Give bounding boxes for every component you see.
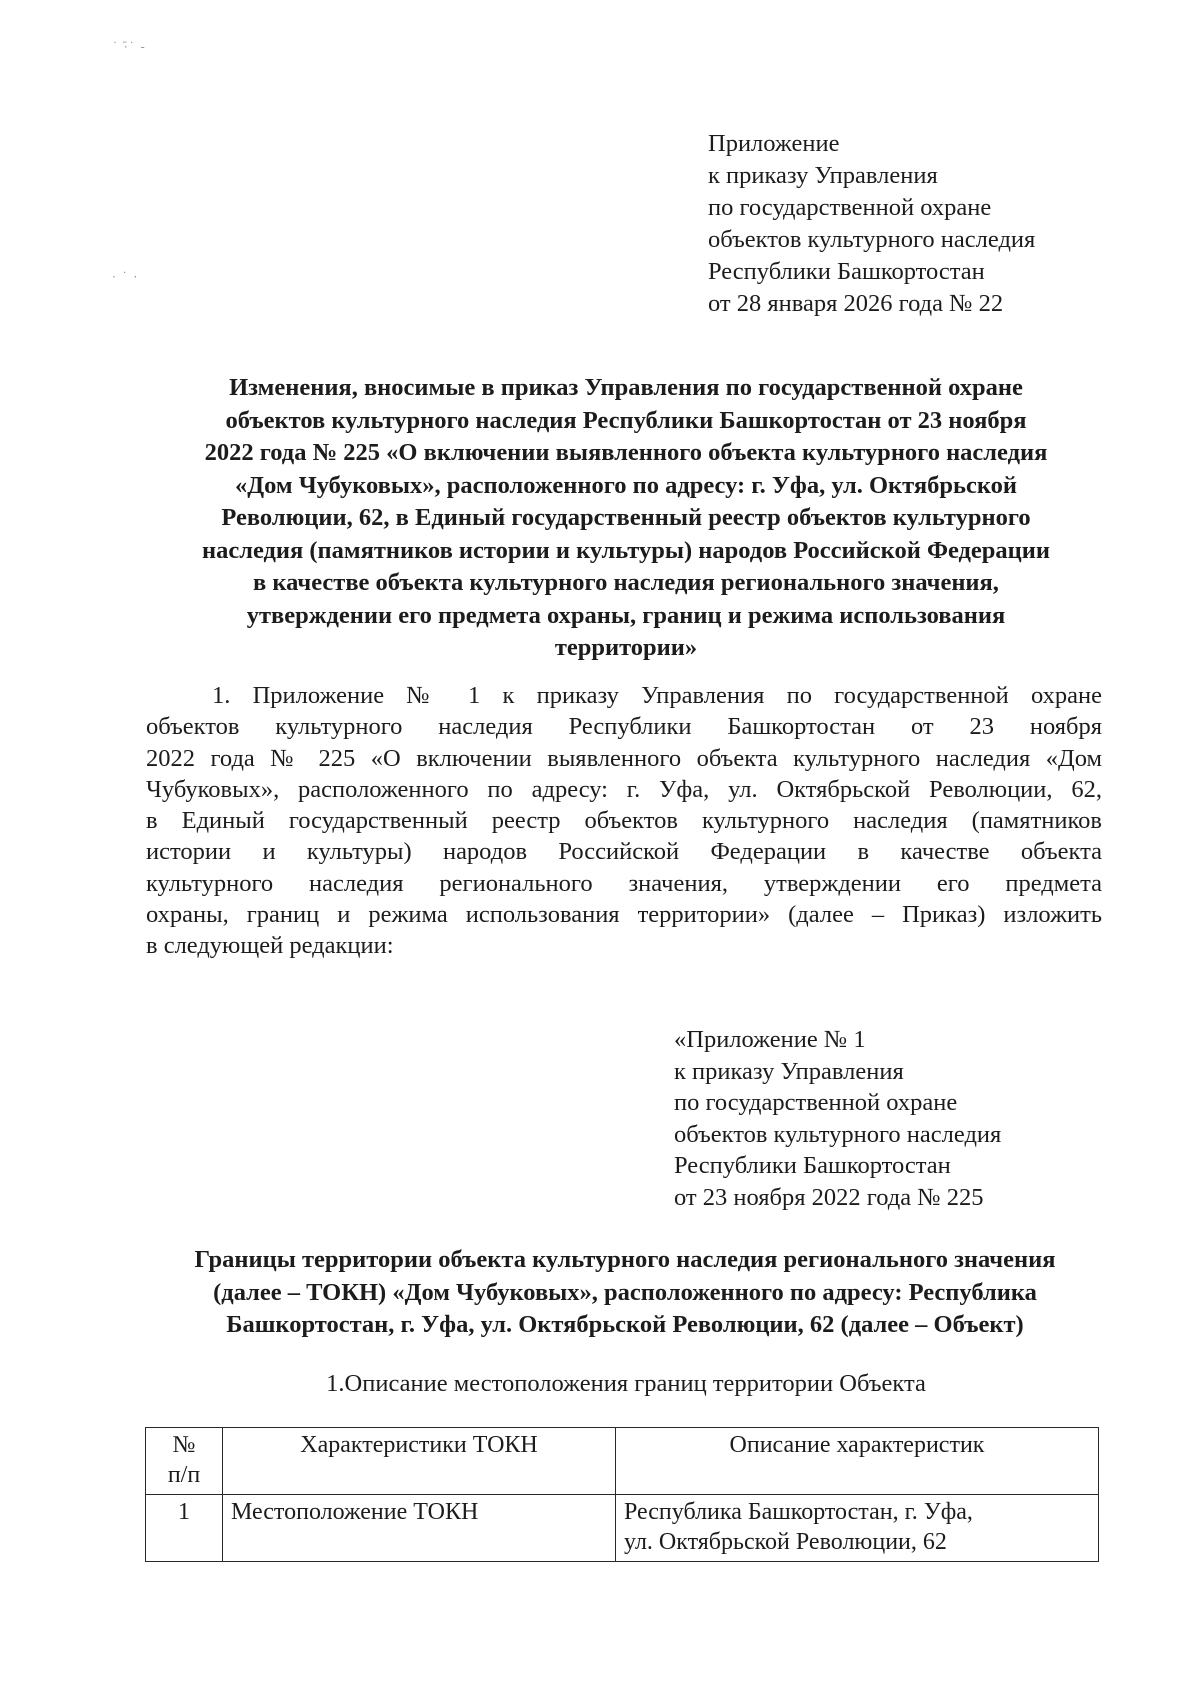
row-characteristic: Местоположение ТОКН bbox=[223, 1495, 616, 1562]
scan-artifact: · ˙ · bbox=[112, 270, 139, 284]
boundaries-title-line: Границы территории объекта культурного наследия регионального значения bbox=[194, 1246, 1056, 1273]
title-line: в качестве объекта культурного наследия регионального значения, bbox=[253, 569, 999, 596]
paragraph-line: 1. Приложение № 1 к приказу Управления по государственной охране bbox=[212, 682, 1102, 709]
section-heading: 1.Описание местоположения границ территории Объекта bbox=[326, 1370, 926, 1397]
paragraph-line: культурного наследия регионального значения, утверждении его предмета bbox=[146, 869, 1102, 897]
header-num-line: № bbox=[172, 1432, 196, 1458]
title-line: «Дом Чубуковых», расположенного по адресу: г. Уфа, ул. Октябрьской bbox=[235, 471, 1017, 499]
inner-annex-line: по государственной охране bbox=[674, 1089, 958, 1116]
inner-annex-line: Республики Башкортостан bbox=[674, 1152, 951, 1179]
paragraph-line: 2022 года № 225 «О включении выявленного объекта культурного наследия «Дом bbox=[146, 744, 1102, 772]
title-line: объектов культурного наследия Республики Башкортостан от 23 ноября bbox=[225, 406, 1027, 434]
paragraph-line: объектов культурного наследия Республики Башкортостан от 23 ноября bbox=[146, 713, 1102, 741]
title-line: утверждении его предмета охраны, границ и режима использования bbox=[246, 601, 1006, 629]
boundaries-title bbox=[100, 1244, 1150, 1342]
table-row bbox=[146, 1495, 1099, 1562]
row-description-line: Республика Башкортостан, г. Уфа, bbox=[624, 1499, 973, 1525]
row-num: 1 bbox=[146, 1495, 223, 1562]
paragraph-line: истории и культуры) народов Российской Федерации в качестве объекта bbox=[146, 838, 1102, 866]
title-line: Революции, 62, в Единый государственный реестр объектов культурного bbox=[221, 504, 1031, 531]
header-annex-line: Республики Башкортостан bbox=[708, 258, 985, 285]
title-line: территории» bbox=[554, 634, 698, 661]
paragraph-line: в Единый государственный реестр объектов культурного наследия (памятников bbox=[146, 807, 1102, 835]
header-annex-line: от 28 января 2026 года № 22 bbox=[708, 290, 1004, 317]
paragraph-line: Чубуковых», расположенного по адресу: г. Уфа, ул. Октябрьской Революции, 62, bbox=[146, 775, 1102, 803]
body-paragraph bbox=[146, 680, 1102, 962]
boundaries-title-line: Башкортостан, г. Уфа, ул. Октябрьской Революции, 62 (далее – Объект) bbox=[226, 1311, 1024, 1338]
title-line: Изменения, вносимые в приказ Управления по государственной охране bbox=[229, 374, 1023, 401]
scan-artifact: ˙ ·̄˙ - bbox=[112, 40, 146, 54]
header-annex-line: объектов культурного наследия bbox=[708, 226, 1036, 253]
inner-annex-block bbox=[674, 1024, 1001, 1213]
title-line: 2022 года № 225 «О включении выявленного объекта культурного наследия bbox=[204, 439, 1048, 466]
inner-annex-line: «Приложение № 1 bbox=[674, 1026, 866, 1053]
boundaries-title-line: (далее – ТОКН) «Дом Чубуковых», расположенного по адресу: Республика bbox=[213, 1278, 1037, 1306]
header-annex-block bbox=[708, 128, 1035, 320]
paragraph-line: охраны, границ и режима использования территории» (далее – Приказ) изложить bbox=[146, 901, 1102, 929]
header-annex-line: по государственной охране bbox=[708, 194, 992, 221]
header-annex-line: к приказу Управления bbox=[708, 162, 938, 189]
header-num-line: п/п bbox=[167, 1462, 201, 1488]
header-annex-line: Приложение bbox=[708, 130, 840, 157]
header-characteristic: Характеристики ТОКН bbox=[223, 1428, 616, 1495]
table-header-row bbox=[146, 1428, 1099, 1495]
document-title bbox=[150, 372, 1102, 665]
characteristics-table bbox=[145, 1427, 1099, 1562]
header-num bbox=[146, 1428, 223, 1495]
title-line: наследия (памятников истории и культуры) народов Российской Федерации bbox=[201, 536, 1051, 564]
row-description-line: ул. Октябрьской Революции, 62 bbox=[624, 1529, 947, 1555]
header-description: Описание характеристик bbox=[616, 1428, 1099, 1495]
inner-annex-line: к приказу Управления bbox=[674, 1057, 904, 1085]
row-description bbox=[616, 1495, 1099, 1562]
paragraph-line: в следующей редакции: bbox=[146, 932, 394, 960]
inner-annex-line: объектов культурного наследия bbox=[674, 1120, 1002, 1148]
inner-annex-line: от 23 ноября 2022 года № 225 bbox=[674, 1183, 984, 1211]
